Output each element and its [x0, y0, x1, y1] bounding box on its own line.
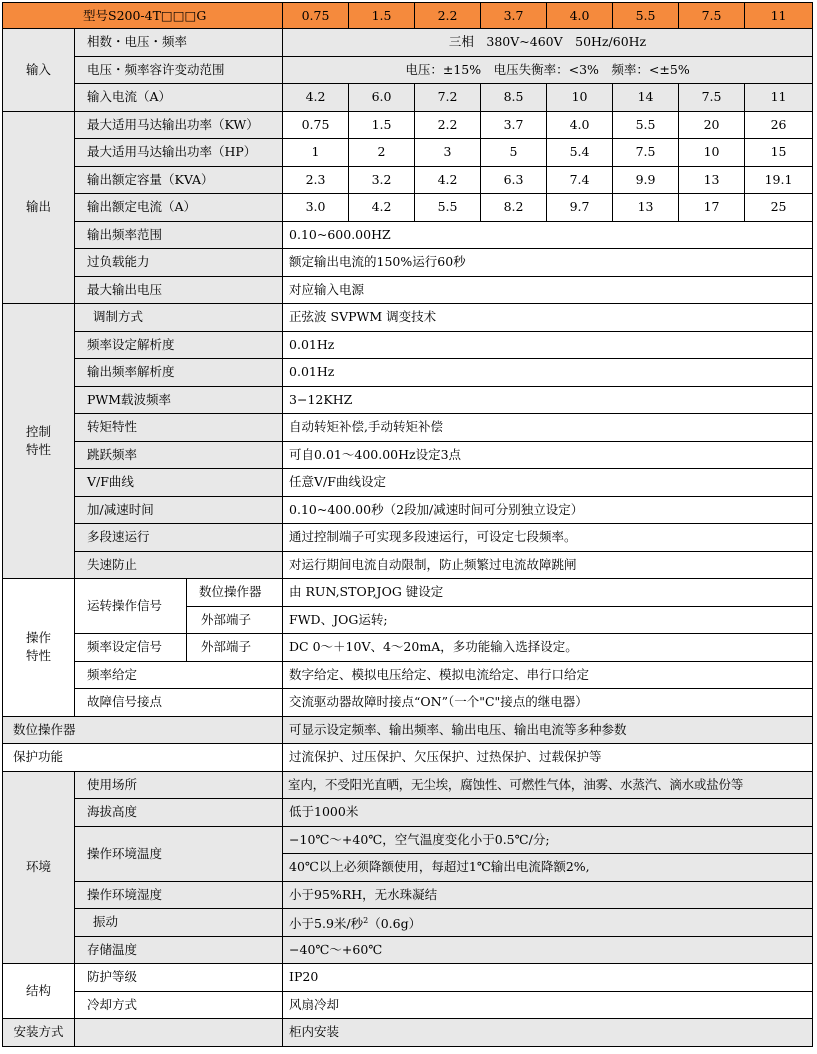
sub-label: 数位操作器	[187, 579, 283, 607]
value-cell: 20	[679, 111, 745, 139]
power-cell: 2.2	[415, 3, 481, 29]
table-row	[3, 496, 813, 524]
table-row	[3, 359, 813, 387]
row-label: 输出频率解析度	[75, 359, 283, 387]
table-row	[3, 991, 813, 1019]
row-value: 由 RUN,STOP,JOG 键设定	[283, 579, 813, 607]
table-row	[3, 194, 813, 222]
row-value: 0.10~400.00秒（2段加/减速时间可分别独立设定）	[283, 496, 813, 524]
value-cell: 7.2	[415, 84, 481, 112]
row-label: 使用场所	[75, 771, 283, 799]
row-label: 振动	[75, 909, 283, 937]
table-row	[3, 441, 813, 469]
row-label: 输出额定电流（A）	[75, 194, 283, 222]
row-value: −10℃～+40℃，空气温度变化小于0.5℃/分;	[283, 826, 813, 854]
table-row	[3, 881, 813, 909]
row-value: 过流保护、过压保护、欠压保护、过热保护、过载保护等	[283, 744, 813, 772]
model-label: 型号S200-4T□□□G	[3, 3, 283, 29]
value-cell: 7.4	[547, 166, 613, 194]
value-cell: 4.0	[547, 111, 613, 139]
table-row	[3, 111, 813, 139]
table-row	[3, 166, 813, 194]
value-cell: 5	[481, 139, 547, 167]
row-label: 运转操作信号	[75, 579, 187, 634]
table-row	[3, 826, 813, 854]
row-value: 三相 380V~460V 50Hz/60Hz	[283, 29, 813, 57]
category-operation-label: 操作特性	[25, 630, 51, 664]
power-cell: 1.5	[349, 3, 415, 29]
value-cell: 10	[547, 84, 613, 112]
value-cell: 6.3	[481, 166, 547, 194]
value-cell: 9.9	[613, 166, 679, 194]
row-label: 存储温度	[75, 936, 283, 964]
value-cell: 2.3	[283, 166, 349, 194]
table-row	[3, 304, 813, 332]
row-label: 电压・频率容许变动范围	[75, 56, 283, 84]
row-value: 3−12KHZ	[283, 386, 813, 414]
vibration-value: 小于5.9米/秒	[289, 915, 364, 931]
power-cell: 5.5	[613, 3, 679, 29]
table-row	[3, 689, 813, 717]
value-cell: 2	[349, 139, 415, 167]
value-cell: 25	[745, 194, 813, 222]
row-label: 最大输出电压	[75, 276, 283, 304]
value-cell: 15	[745, 139, 813, 167]
value-cell: 1	[283, 139, 349, 167]
value-cell: 17	[679, 194, 745, 222]
value-cell: 0.75	[283, 111, 349, 139]
row-value: 电压：±15% 电压失衡率：<3% 频率：<±5%	[283, 56, 813, 84]
table-row	[3, 744, 813, 772]
power-cell: 4.0	[547, 3, 613, 29]
row-label: 操作环境湿度	[75, 881, 283, 909]
row-value: 对应输入电源	[283, 276, 813, 304]
value-cell: 5.5	[613, 111, 679, 139]
value-cell: 5.4	[547, 139, 613, 167]
row-label: 相数・电压・频率	[75, 29, 283, 57]
row-value: 通过控制端子可实现多段速运行，可设定七段频率。	[283, 524, 813, 552]
spec-table	[2, 2, 813, 1047]
category-output: 输出	[3, 111, 75, 304]
row-label: 操作环境温度	[75, 826, 283, 881]
table-row	[3, 331, 813, 359]
power-cell: 3.7	[481, 3, 547, 29]
row-label: 转矩特性	[75, 414, 283, 442]
row-value: IP20	[283, 964, 813, 992]
category-input: 输入	[3, 29, 75, 112]
row-value: 数字给定、模拟电压给定、模拟电流给定、串行口给定	[283, 661, 813, 689]
row-value: 正弦波 SVPWM 调变技术	[283, 304, 813, 332]
power-cell: 11	[745, 3, 813, 29]
row-value: 任意V/F曲线设定	[283, 469, 813, 497]
value-cell: 3.2	[349, 166, 415, 194]
row-value: 可自0.01～400.00Hz设定3点	[283, 441, 813, 469]
row-value: 0.01Hz	[283, 331, 813, 359]
row-label: 频率给定	[75, 661, 283, 689]
category-operation	[3, 579, 75, 717]
value-cell: 8.2	[481, 194, 547, 222]
table-row	[3, 634, 813, 662]
row-value: 对运行期间电流自动限制，防止频繁过电流故障跳闸	[283, 551, 813, 579]
value-cell: 3.7	[481, 111, 547, 139]
value-cell: 8.5	[481, 84, 547, 112]
sub-label: 外部端子	[187, 634, 283, 662]
row-value: −40℃～+60℃	[283, 936, 813, 964]
table-row	[3, 661, 813, 689]
value-cell: 14	[613, 84, 679, 112]
category-structure: 结构	[3, 964, 75, 1019]
row-label: 数位操作器	[3, 716, 283, 744]
row-label: 冷却方式	[75, 991, 283, 1019]
table-row	[3, 386, 813, 414]
value-cell: 4.2	[283, 84, 349, 112]
row-value: 风扇冷却	[283, 991, 813, 1019]
value-cell: 13	[613, 194, 679, 222]
row-value: 40℃以上必须降额使用，每超过1℃输出电流降额2%,	[283, 854, 813, 882]
value-cell: 11	[745, 84, 813, 112]
table-row	[3, 799, 813, 827]
table-row	[3, 276, 813, 304]
row-value: 交流驱动器故障时接点“ON”（一个"C"接点的继电器）	[283, 689, 813, 717]
row-label: 过负载能力	[75, 249, 283, 277]
row-label: 故障信号接点	[75, 689, 283, 717]
table-row	[3, 579, 813, 607]
power-cell: 0.75	[283, 3, 349, 29]
row-label: 输入电流（A）	[75, 84, 283, 112]
row-label: 调制方式	[75, 304, 283, 332]
table-row	[3, 964, 813, 992]
value-cell: 10	[679, 139, 745, 167]
row-value: FWD、JOG运转;	[283, 606, 813, 634]
table-row	[3, 469, 813, 497]
table-row	[3, 716, 813, 744]
row-value: 自动转矩补偿,手动转矩补偿	[283, 414, 813, 442]
table-row	[3, 139, 813, 167]
power-cell: 7.5	[679, 3, 745, 29]
value-cell: 7.5	[613, 139, 679, 167]
row-value: 低于1000米	[283, 799, 813, 827]
value-cell: 4.2	[415, 166, 481, 194]
row-label: 最大适用马达输出功率（KW）	[75, 111, 283, 139]
table-row	[3, 1019, 813, 1047]
table-row	[3, 524, 813, 552]
table-row	[3, 29, 813, 57]
row-value: 0.10~600.00HZ	[283, 221, 813, 249]
value-cell: 4.2	[349, 194, 415, 222]
empty-cell	[75, 1019, 283, 1047]
table-row	[3, 84, 813, 112]
row-label: 失速防止	[75, 551, 283, 579]
table-row	[3, 249, 813, 277]
category-environment: 环境	[3, 771, 75, 964]
row-label: 海拔高度	[75, 799, 283, 827]
row-label: 输出频率范围	[75, 221, 283, 249]
row-value: 可显示设定频率、输出频率、输出电压、输出电流等多种参数	[283, 716, 813, 744]
table-row	[3, 936, 813, 964]
category-control	[3, 304, 75, 579]
value-cell: 13	[679, 166, 745, 194]
row-value: 小于95%RH，无水珠凝结	[283, 881, 813, 909]
row-label: 最大适用马达输出功率（HP）	[75, 139, 283, 167]
table-row	[3, 909, 813, 937]
value-cell: 1.5	[349, 111, 415, 139]
row-label: V/F曲线	[75, 469, 283, 497]
row-value: 0.01Hz	[283, 359, 813, 387]
row-label: 保护功能	[3, 744, 283, 772]
table-row	[3, 771, 813, 799]
row-label: 加/减速时间	[75, 496, 283, 524]
row-value: DC 0～＋10V、4～20mA，多功能输入选择设定。	[283, 634, 813, 662]
table-row	[3, 56, 813, 84]
value-cell: 7.5	[679, 84, 745, 112]
value-cell: 3.0	[283, 194, 349, 222]
table-row	[3, 414, 813, 442]
row-label: 安装方式	[3, 1019, 75, 1047]
table-row	[3, 551, 813, 579]
row-label: 多段速运行	[75, 524, 283, 552]
table-row	[3, 221, 813, 249]
row-label: 输出额定容量（KVA）	[75, 166, 283, 194]
row-label: 频率设定信号	[75, 634, 187, 662]
value-cell: 26	[745, 111, 813, 139]
value-cell: 2.2	[415, 111, 481, 139]
row-value: 额定输出电流的150%运行60秒	[283, 249, 813, 277]
value-cell: 19.1	[745, 166, 813, 194]
value-cell: 3	[415, 139, 481, 167]
row-label: 跳跃频率	[75, 441, 283, 469]
value-cell: 9.7	[547, 194, 613, 222]
row-value: 柜内安装	[283, 1019, 813, 1047]
vibration-sup: 2	[363, 915, 369, 925]
row-value	[283, 909, 813, 937]
vibration-extra: （0.6g）	[368, 915, 422, 931]
value-cell: 5.5	[415, 194, 481, 222]
value-cell: 6.0	[349, 84, 415, 112]
row-label: PWM载波频率	[75, 386, 283, 414]
category-control-label: 控制特性	[25, 424, 51, 457]
row-label: 频率设定解析度	[75, 331, 283, 359]
row-value: 室内，不受阳光直晒，无尘埃，腐蚀性、可燃性气体，油雾、水蒸汽、滴水或盐份等	[283, 771, 813, 799]
header-row	[3, 3, 813, 29]
sub-label: 外部端子	[187, 606, 283, 634]
row-label: 防护等级	[75, 964, 283, 992]
